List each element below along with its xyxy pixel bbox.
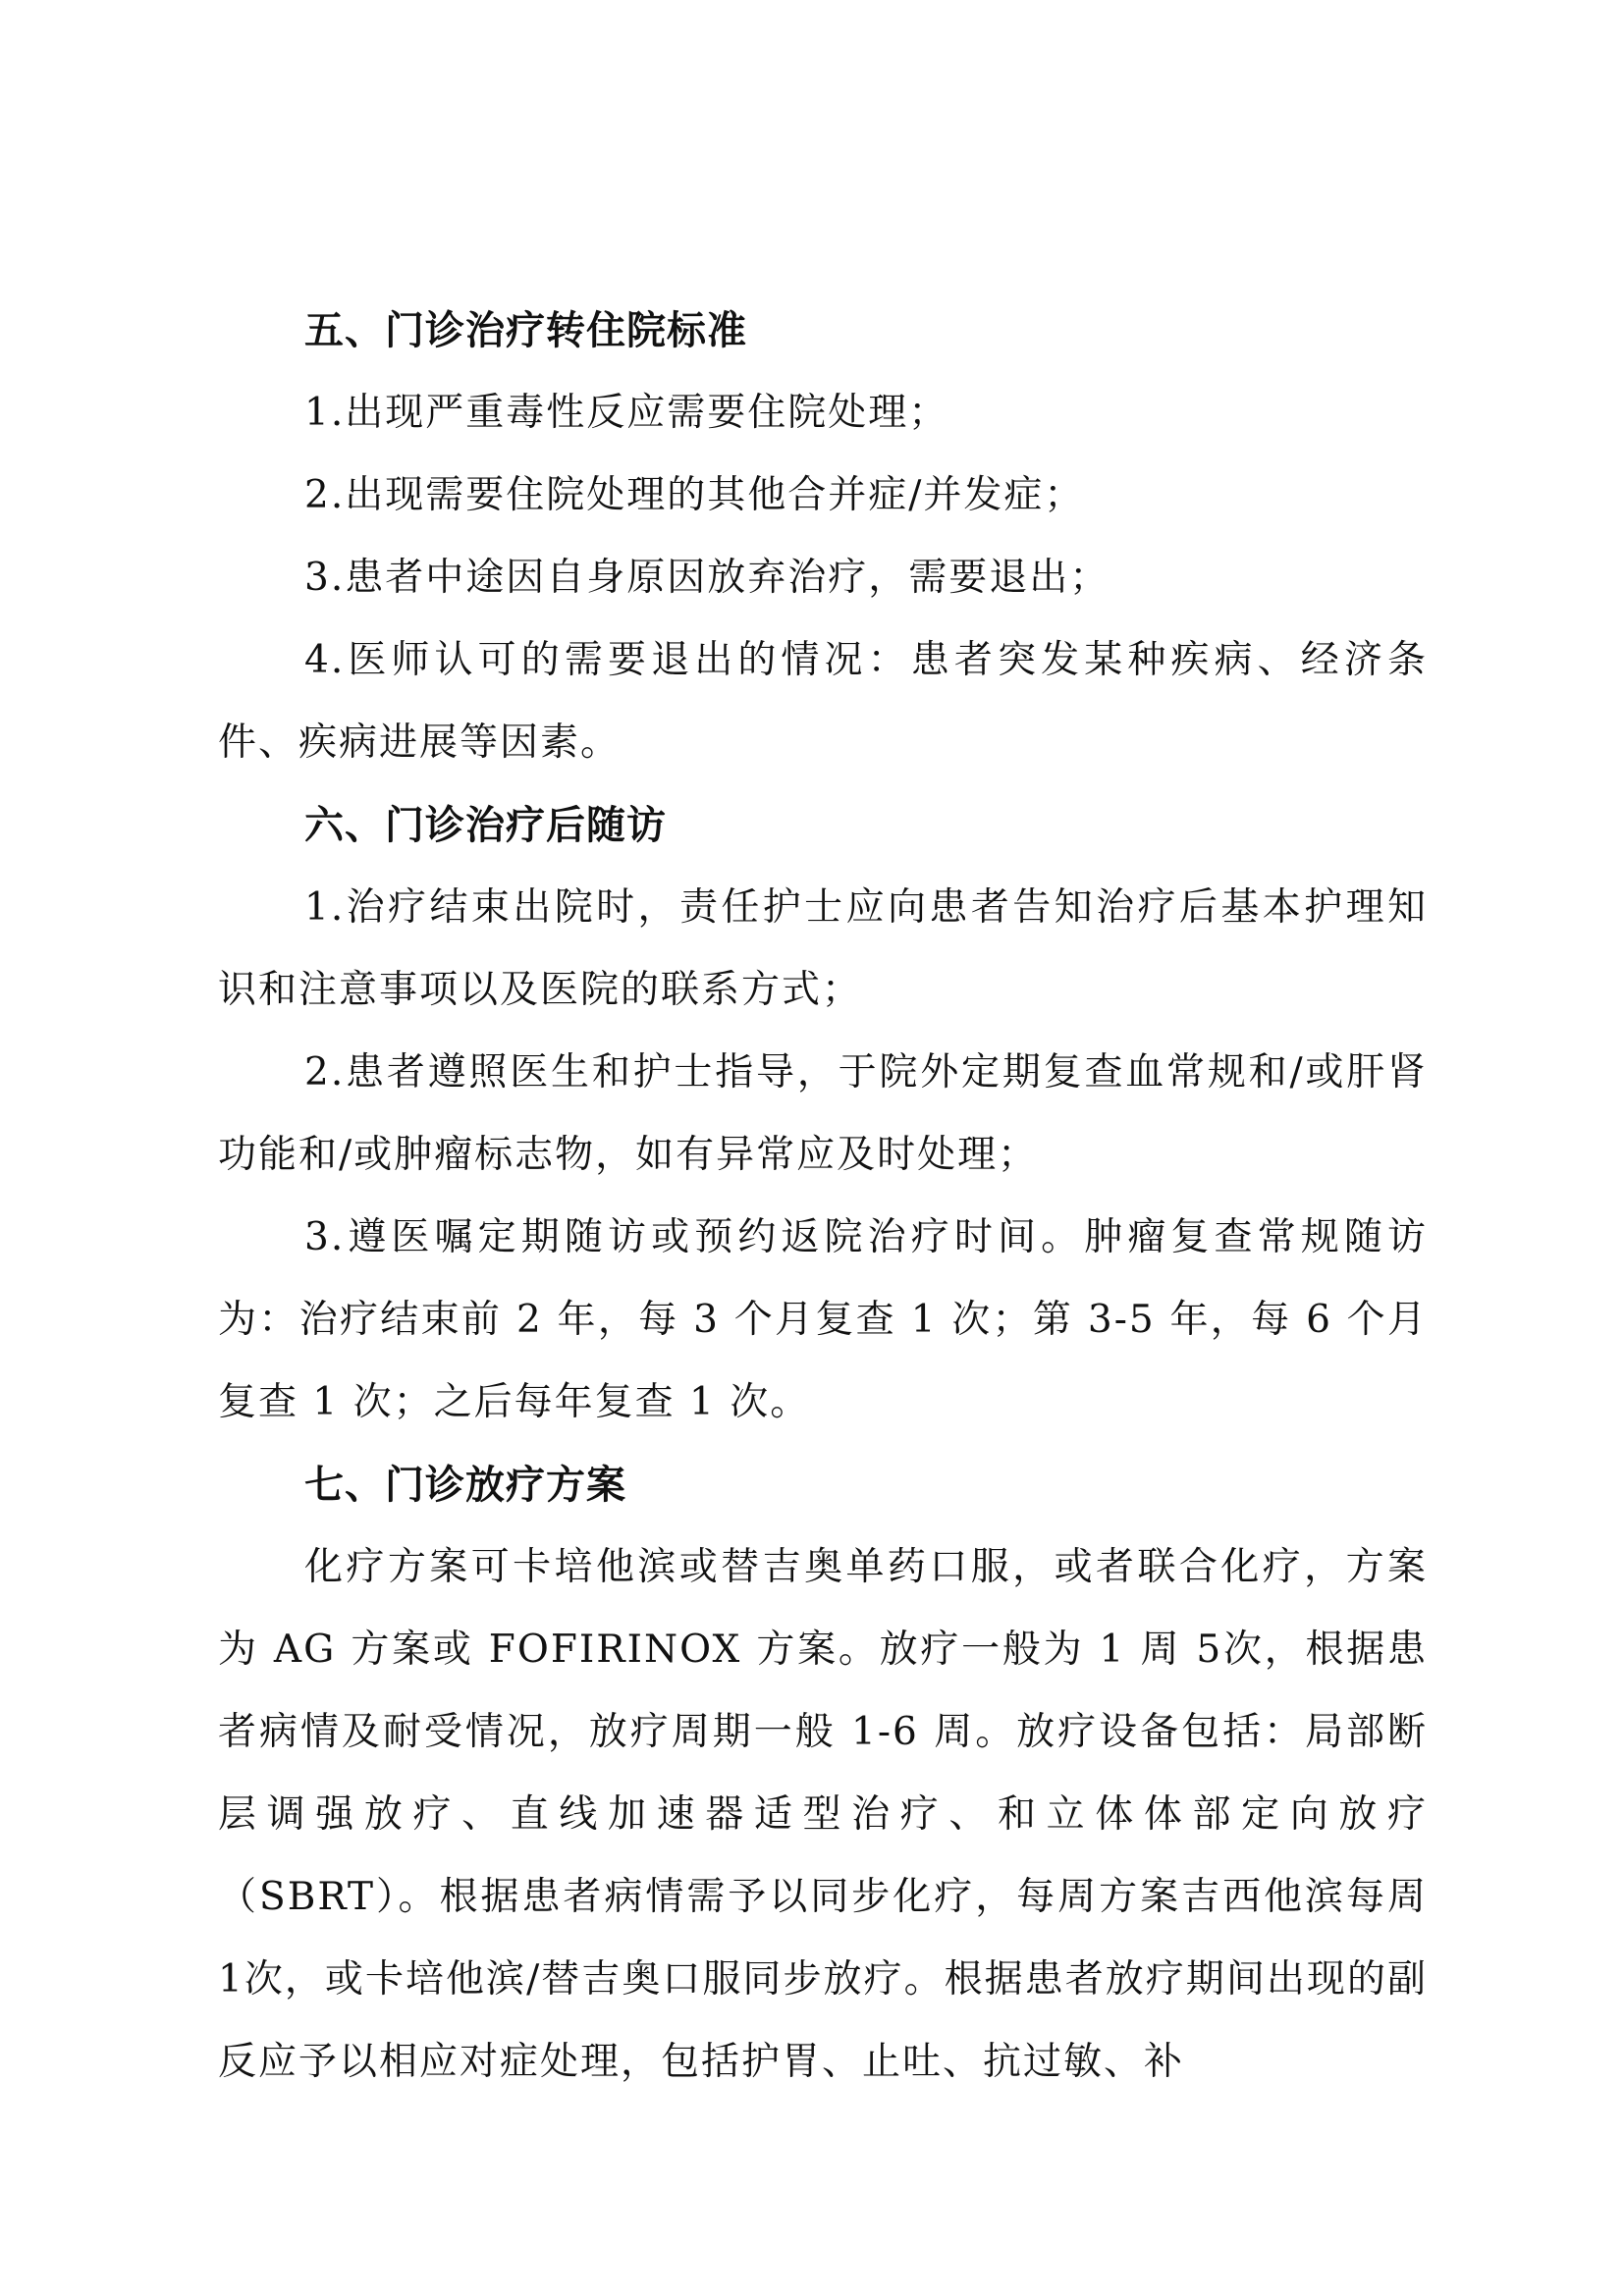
section-follow-up <box>218 784 1428 1444</box>
paragraph: 2.出现需要住院处理的其他合并症/并发症； <box>304 473 1085 517</box>
paragraph: 化疗方案可卡培他滨或替吉奥单药口服，或者联合化疗，方案为 AG 方案或 FOFIRINOX 方案。放疗一般为 1 周 5次，根据患者病情及耐受情况，放疗周期一般 1-6 周。放疗设备包括：局部断层调强放疗、直线加速器适型治疗、和立体体部定向放疗（SBRT）。根据患者病情需予以同步化疗，每周方案吉西他滨每周 1次，或卡培他滨/替吉奥口服同步放疗。根据患者放疗期间出现的副反应予以相应对症处理，包括护胃、止吐、抗过敏、补 <box>218 1545 1428 2084</box>
paragraph: 3.遵医嘱定期随访或预约返院治疗时间。肿瘤复查常规随访为：治疗结束前 2 年，每 3 个月复查 1 次；第 3-5 年，每 6 个月复查 1 次；之后每年复查 1 次。 <box>218 1215 1428 1424</box>
section-radiotherapy-plan <box>218 1444 1428 2104</box>
section-heading: 六、门诊治疗后随访 <box>304 803 667 848</box>
document-page <box>218 290 1428 2104</box>
section-heading: 七、门诊放疗方案 <box>304 1463 626 1508</box>
paragraph: 4.医师认可的需要退出的情况：患者突发某种疾病、经济条件、疾病进展等因素。 <box>218 638 1428 765</box>
section-admission-criteria <box>218 290 1428 784</box>
paragraph: 2.患者遵照医生和护士指导，于院外定期复查血常规和/或肝肾功能和/或肿瘤标志物，如有异常应及时处理； <box>218 1050 1428 1177</box>
paragraph: 1.治疗结束出院时，责任护士应向患者告知治疗后基本护理知识和注意事项以及医院的联系方式； <box>218 885 1428 1012</box>
paragraph: 3.患者中途因自身原因放弃治疗，需要退出； <box>304 556 1110 600</box>
section-heading: 五、门诊治疗转住院标准 <box>304 308 747 353</box>
paragraph: 1.出现严重毒性反应需要住院处理； <box>304 391 949 435</box>
